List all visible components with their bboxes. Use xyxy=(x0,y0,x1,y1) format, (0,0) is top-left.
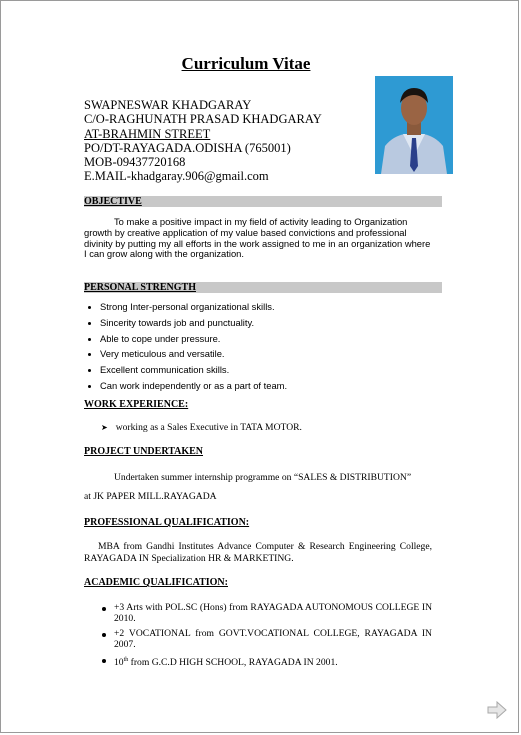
street-address: AT-BRAHMIN STREET xyxy=(84,126,211,141)
strength-list xyxy=(84,301,287,396)
professional-heading: PROFESSIONAL QUALIFICATION: xyxy=(84,517,250,528)
academic-list xyxy=(84,603,432,674)
professional-text: MBA from Gandhi Institutes Advance Computer & Research Engineering College, RAYAGADA IN Specialization HR & MARKETING. xyxy=(84,541,432,564)
contact-block xyxy=(84,98,322,184)
mobile-number: MOB-09437720168 xyxy=(84,155,186,170)
email-address: E.MAIL-khadgaray.906@gmail.com xyxy=(84,169,269,184)
work-item: ➤ working as a Sales Executive in TATA MOTOR. xyxy=(101,422,302,433)
list-item: +2 VOCATIONAL from GOVT.VOCATIONAL COLLEGE, RAYAGADA IN 2007. xyxy=(84,629,432,650)
work-heading: WORK EXPERIENCE: xyxy=(84,399,189,410)
project-text: Undertaken summer internship programme on “SALES & DISTRIBUTION” at JK PAPER MILL.RAYAGADA xyxy=(84,472,412,502)
strength-heading: PERSONAL STRENGTH xyxy=(84,282,442,293)
next-page-arrow-icon[interactable] xyxy=(487,701,507,719)
list-item: +3 Arts with POL.SC (Hons) from RAYAGADA AUTONOMOUS COLLEGE IN 2010. xyxy=(84,603,432,624)
list-item: Excellent communication skills. xyxy=(84,364,287,380)
objective-heading: OBJECTIVE xyxy=(84,196,442,207)
arrow-bullet-icon: ➤ xyxy=(101,423,108,432)
list-item: 10th from G.C.D HIGH SCHOOL, RAYAGADA IN 2001. xyxy=(84,655,432,669)
project-heading: PROJECT UNDERTAKEN xyxy=(84,446,204,457)
list-item: Very meticulous and versatile. xyxy=(84,348,287,364)
list-item: Can work independently or as a part of team. xyxy=(84,380,287,396)
profile-photo xyxy=(375,76,453,174)
po-district: PO/DT-RAYAGADA.ODISHA (765001) xyxy=(84,140,291,155)
list-item: Strong Inter-personal organizational skills. xyxy=(84,301,287,317)
list-item: Able to cope under pressure. xyxy=(84,333,287,349)
academic-heading: ACADEMIC QUALIFICATION: xyxy=(84,577,228,588)
page-title: Curriculum Vitae xyxy=(181,54,311,73)
objective-text: To make a positive impact in my field of activity leading to Organization growth by creative application of my value based convictions and professional divinity by putting my all efforts in the work assigned to me in an organization where I can grow along with the organization. xyxy=(84,216,431,260)
list-item: Sincerity towards job and punctuality. xyxy=(84,317,287,333)
applicant-name: SWAPNESWAR KHADGARAY xyxy=(84,98,252,112)
care-of: C/O-RAGHUNATH PRASAD KHADGARAY xyxy=(84,112,322,127)
